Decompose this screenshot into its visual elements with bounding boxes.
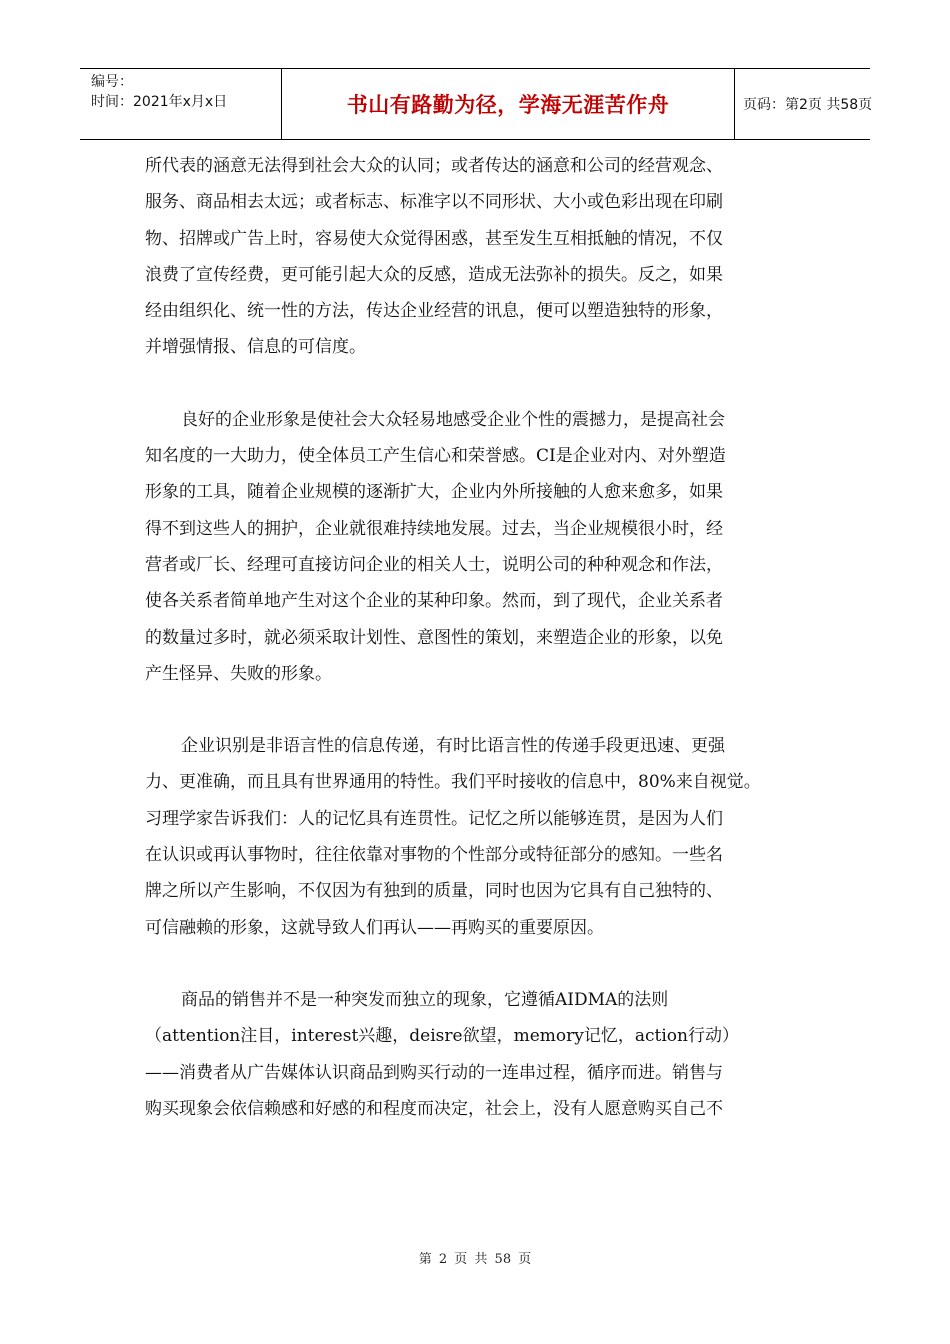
text-line: 物、招牌或广告上时，容易使大众觉得困惑，甚至发生互相抵触的情况，不仅 [145,228,723,249]
text-line: 良好的企业形象是使社会大众轻易地感受企业个性的震撼力，是提高社会 [181,409,725,430]
page-footer: 第 2 页 共 58 页 [418,1252,532,1267]
header-page-info: 页码：第2页 共58页 [743,97,873,113]
header-motto: 书山有路勤为径，学海无涯苦作舟 [281,69,735,139]
text-line: 牌之所以产生影响，不仅因为有独到的质量，同时也因为它具有自己独特的、 [145,881,723,902]
text-line: 的数量过多时，就必须采取计划性、意图性的策划，来塑造企业的形象，以免 [145,627,723,648]
text-line: 知名度的一大助力，使全体员工产生信心和荣誉感。CI是企业对内、对外塑造 [145,446,726,467]
page-header [80,68,873,140]
text-line: 浪费了宣传经费，更可能引起大众的反感，造成无法弥补的损失。反之，如果 [145,264,723,285]
text-line: 并增强情报、信息的可信度。 [145,337,366,358]
text-line: ——消费者从广告媒体认识商品到购买行动的一连串过程，循序而进。销售与 [145,1062,723,1083]
text-line: 在认识或再认事物时，往往依靠对事物的个性部分或特征部分的感知。一些名 [145,845,723,866]
text-line: 商品的销售并不是一种突发而独立的现象，它遵循AIDMA的法则 [181,989,669,1010]
text-line: 力、更准确，而且具有世界通用的特性。我们平时接收的信息中，80%来自视觉。 [145,772,761,793]
paragraph [145,728,825,946]
paragraph [145,148,825,366]
text-line: 经由组织化、统一性的方法，传达企业经营的讯息，便可以塑造独特的形象， [145,301,723,322]
text-line: 营者或厂长、经理可直接访问企业的相关人士，说明公司的种种观念和作法， [145,554,723,575]
paragraph [145,982,825,1127]
text-line: 产生怪异、失败的形象。 [145,663,332,684]
text-line: 习理学家告诉我们：人的记忆具有连贯性。记忆之所以能够连贯，是因为人们 [145,808,723,829]
text-line: （attention注目，interest兴趣，deisre欲望，memory记忆，action行动） [145,1026,739,1047]
header-meta [80,69,281,139]
text-line: 企业识别是非语言性的信息传递，有时比语言性的传递手段更迅速、更强 [181,736,725,757]
text-line: 购买现象会依信赖感和好感的和程度而决定，社会上，没有人愿意购买自己不 [145,1098,723,1119]
text-line: 所代表的涵意无法得到社会大众的认同；或者传达的涵意和公司的经营观念、 [145,156,723,176]
document-body [145,148,825,1163]
text-line: 可信融赖的形象，这就导致人们再认——再购买的重要原因。 [145,917,604,938]
document-number-label: 编号： [91,74,133,90]
text-line: 得不到这些人的拥护，企业就很难持续地发展。过去，当企业规模很小时，经 [145,518,723,539]
text-line: 使各关系者简单地产生对这个企业的某种印象。然而，到了现代，企业关系者 [145,591,723,612]
text-line: 服务、商品相去太远；或者标志、标准字以不同形状、大小或色彩出现在印刷 [145,192,723,213]
paragraph [145,402,825,692]
document-date: 时间：2021年x月x日 [91,94,228,110]
text-line: 形象的工具，随着企业规模的逐渐扩大，企业内外所接触的人愈来愈多，如果 [145,482,723,503]
